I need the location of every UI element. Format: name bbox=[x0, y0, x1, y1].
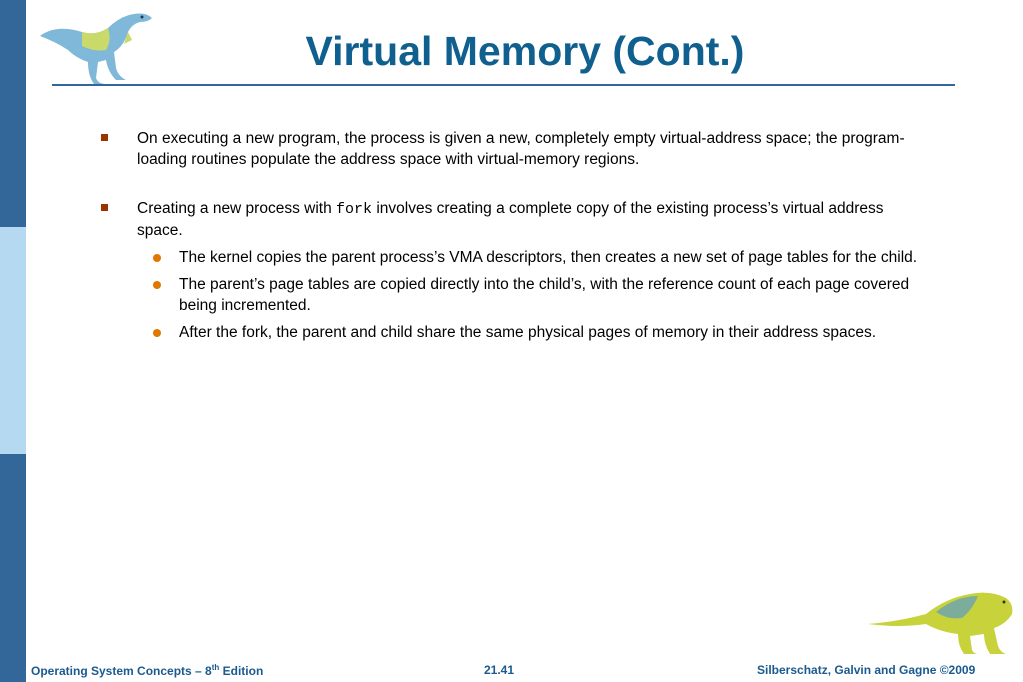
sub-bullet-item bbox=[137, 322, 928, 343]
sub-bullet-text: The kernel copies the parent process’s VMA descriptors, then creates a new set of page tables for the child. bbox=[179, 249, 918, 266]
footer-slide-number: 21.41 bbox=[484, 663, 515, 677]
square-bullet-icon bbox=[101, 204, 108, 211]
bullet-text-before: Creating a new process with bbox=[137, 200, 337, 217]
sub-bullet-item bbox=[137, 274, 928, 316]
bullet-text-after: involves creating a complete copy of the existing process’s virtual address space. bbox=[137, 200, 884, 239]
footer-book-title bbox=[31, 663, 263, 678]
round-bullet-icon bbox=[153, 281, 161, 289]
fork-code: fork bbox=[336, 201, 373, 218]
footer-book-title-text: Operating System Concepts – 8 bbox=[31, 664, 212, 678]
dinosaur-logo-icon bbox=[36, 6, 158, 86]
sub-bullet-text: The parent’s page tables are copied directly into the child’s, with the reference count of each page covered being incremented. bbox=[179, 276, 910, 314]
bullet-text: On executing a new program, the process is given a new, completely empty virtual-address space; the program-loading routines populate the address space with virtual-memory regions. bbox=[137, 130, 905, 168]
left-bar-middle bbox=[0, 227, 26, 454]
sub-bullet-text: After the fork, the parent and child share the same physical pages of memory in their address spaces. bbox=[179, 324, 877, 341]
footer-copyright: Silberschatz, Galvin and Gagne ©2009 bbox=[757, 663, 976, 677]
left-bar-top bbox=[0, 0, 26, 227]
dinosaur-logo-icon bbox=[866, 584, 1016, 656]
footer-edition-superscript: th bbox=[211, 663, 220, 672]
round-bullet-icon bbox=[153, 254, 161, 262]
slide-title: Virtual Memory (Cont.) bbox=[305, 28, 745, 74]
bullet-item bbox=[98, 128, 928, 170]
left-bar-bottom bbox=[0, 454, 26, 682]
square-bullet-icon bbox=[101, 134, 108, 141]
sub-bullet-item bbox=[137, 247, 928, 268]
title-divider bbox=[52, 84, 955, 86]
round-bullet-icon bbox=[153, 329, 161, 337]
slide-content bbox=[98, 128, 928, 371]
footer-edition-text: Edition bbox=[219, 664, 264, 678]
bullet-item bbox=[98, 198, 928, 343]
